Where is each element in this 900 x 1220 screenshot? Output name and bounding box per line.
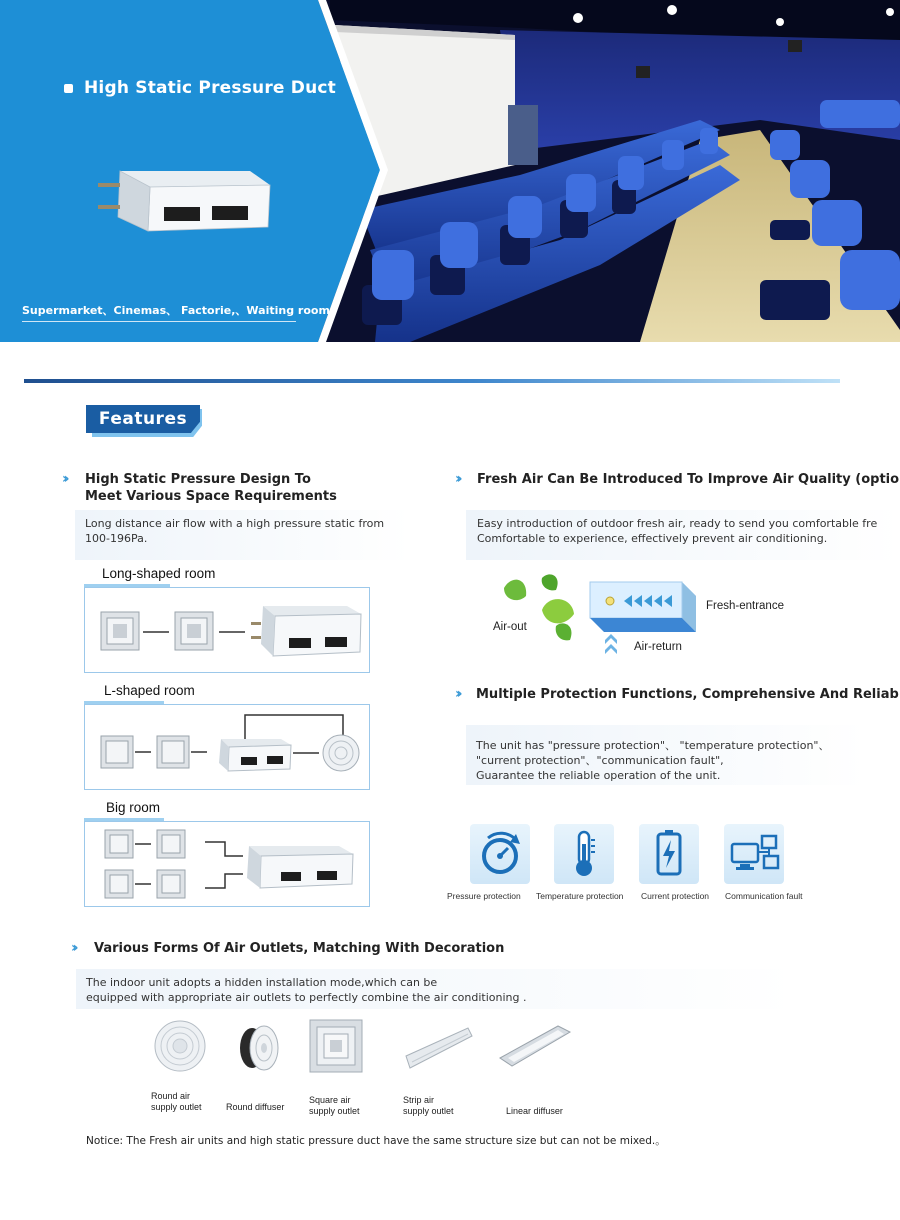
section-divider bbox=[24, 379, 840, 383]
network-computers-icon bbox=[724, 824, 784, 884]
section4-description bbox=[76, 969, 796, 1009]
section1-title-line1: High Static Pressure Design To bbox=[85, 472, 311, 487]
section4-desc-line1: The indoor unit adopts a hidden installation mode,which can be bbox=[86, 976, 438, 989]
strip-outlet-icon bbox=[402, 1022, 474, 1072]
round-outlet-icon bbox=[152, 1018, 208, 1074]
air-return-arrow-icon bbox=[605, 634, 617, 654]
linear-diffuser-icon bbox=[498, 1022, 572, 1070]
air-out-label: Air-out bbox=[493, 621, 527, 633]
temperature-protection-label: Temperature protection bbox=[536, 891, 624, 901]
room-diagram-big bbox=[84, 821, 370, 907]
current-protection-label: Current protection bbox=[641, 891, 710, 901]
room-diagram-l-shaped bbox=[84, 704, 370, 790]
linear-diffuser-label: Linear diffuser bbox=[506, 1106, 563, 1116]
section3-desc-line1: The unit has "pressure protection"、 "temperature protection"、 bbox=[476, 739, 830, 752]
room-diagram-long bbox=[84, 587, 370, 673]
hero-banner bbox=[0, 0, 900, 342]
applications-underline bbox=[22, 321, 296, 322]
room-label-l-shaped: L-shaped room bbox=[104, 683, 195, 698]
section1-description bbox=[75, 510, 410, 560]
section2-title: Fresh Air Can Be Introduced To Improve Air Quality (optio bbox=[477, 472, 900, 487]
pressure-gauge-icon bbox=[470, 824, 530, 884]
chevron-icon: ›› bbox=[62, 471, 66, 487]
square-outlet-icon bbox=[308, 1018, 364, 1074]
section4-title: Various Forms Of Air Outlets, Matching With Decoration bbox=[94, 941, 505, 956]
section1-desc-line1: Long distance air flow with a high pressure static from bbox=[85, 517, 385, 530]
thermometer-icon bbox=[554, 824, 614, 884]
chevron-icon: ›› bbox=[455, 686, 459, 702]
big-room-layout bbox=[85, 822, 369, 906]
section2-desc-line1: Easy introduction of outdoor fresh air, ready to send you comfortable fre bbox=[477, 517, 878, 530]
l-room-layout bbox=[85, 705, 369, 789]
section1-desc-line2: 100-196Pa. bbox=[85, 532, 148, 545]
long-room-layout bbox=[85, 588, 369, 672]
round-diffuser-label: Round diffuser bbox=[226, 1102, 285, 1112]
fresh-air-diagram bbox=[490, 570, 720, 665]
section3-description bbox=[466, 725, 866, 785]
section3-desc-line3: Guarantee the reliable operation of the unit. bbox=[476, 769, 721, 782]
duct-unit-image bbox=[90, 165, 275, 235]
round-diffuser-icon bbox=[234, 1020, 284, 1072]
strip-outlet-label: Strip air supply outlet bbox=[403, 1095, 454, 1116]
section2-description bbox=[466, 510, 900, 560]
section4-desc-line2: equipped with appropriate air outlets to perfectly combine the air conditioning . bbox=[86, 991, 527, 1004]
application-list: Supermarket、Cinemas、 Factorie,、Waiting rooms bbox=[22, 304, 337, 317]
air-return-label: Air-return bbox=[634, 641, 682, 653]
chevron-icon: ›› bbox=[455, 471, 459, 487]
room-label-long: Long-shaped room bbox=[102, 566, 216, 581]
current-protection-tile bbox=[639, 824, 699, 884]
section1-title-line2: Meet Various Space Requirements bbox=[85, 489, 337, 504]
hero-title: High Static Pressure Duct bbox=[84, 78, 336, 98]
features-label: Features bbox=[98, 409, 188, 429]
round-outlet-label: Round air supply outlet bbox=[151, 1091, 202, 1112]
pressure-protection-tile bbox=[470, 824, 530, 884]
communication-fault-label: Communication fault bbox=[725, 891, 803, 901]
room-label-big: Big room bbox=[106, 800, 161, 815]
communication-fault-tile bbox=[724, 824, 784, 884]
section3-desc-line2: "current protection"、"communication fault", bbox=[476, 754, 724, 767]
pressure-protection-label: Pressure protection bbox=[447, 891, 521, 901]
square-outlet-icon bbox=[101, 612, 139, 650]
section3-title: Multiple Protection Functions, Comprehensive And Reliab bbox=[476, 687, 899, 702]
section2-desc-line2: Comfortable to experience, effectively prevent air conditioning. bbox=[477, 532, 828, 545]
notice-text: Notice: The Fresh air units and high static pressure duct have the same structure size but can not be mixed.。 bbox=[86, 1135, 666, 1147]
temperature-protection-tile bbox=[554, 824, 614, 884]
battery-bolt-icon bbox=[639, 824, 699, 884]
square-outlet-label: Square air supply outlet bbox=[309, 1095, 360, 1116]
chevron-icon: ›› bbox=[71, 940, 75, 956]
fresh-entrance-label: Fresh-entrance bbox=[706, 600, 784, 612]
